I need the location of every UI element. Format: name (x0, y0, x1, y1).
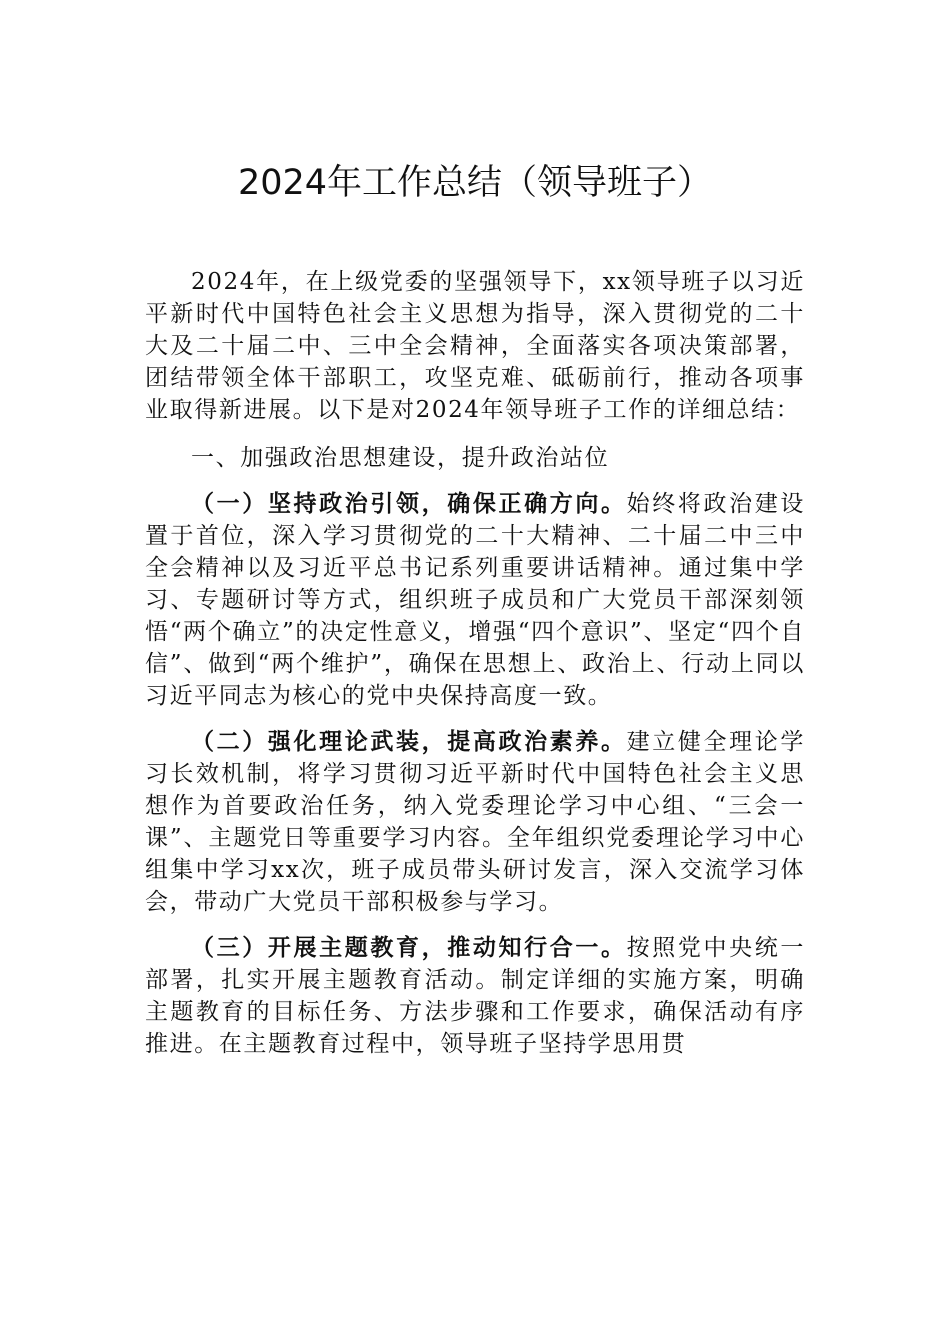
item-paragraph-2 (145, 726, 805, 918)
item-text-2: 建立健全理论学习长效机制，将学习贯彻习近平新时代中国特色社会主义思想作为首要政治任务，纳入党委理论学习中心组、“三会一课”、主题党日等重要学习内容。全年组织党委理论学习中心组集中学习xx次，班子成员带头研讨发言，深入交流学习体会，带动广大党员干部积极参与学习。 (145, 729, 805, 915)
item-paragraph-3 (145, 932, 805, 1060)
item-lead-3: （三）开展主题教育，推动知行合一。 (191, 934, 627, 961)
item-lead-2: （二）强化理论武装，提高政治素养。 (191, 728, 627, 755)
item-text-1: 始终将政治建设置于首位，深入学习贯彻党的二十大精神、二十届二中三中全会精神以及习近平总书记系列重要讲话精神。通过集中学习、专题研讨等方式，组织班子成员和广大党员干部深刻领悟“两个确立”的决定性意义，增强“四个意识”、坚定“四个自信”、做到“两个维护”，确保在思想上、政治上、行动上同以习近平同志为核心的党中央保持高度一致。 (145, 491, 805, 709)
document-title: 2024年工作总结（领导班子） (237, 163, 713, 203)
item-paragraph-1 (145, 488, 805, 712)
item-lead-1: （一）坚持政治引领，确保正确方向。 (191, 490, 627, 517)
intro-paragraph: 2024年，在上级党委的坚强领导下，xx领导班子以习近平新时代中国特色社会主义思想为指导，深入贯彻党的二十大及二十届二中、三中全会精神，全面落实各项决策部署，团结带领全体干部职工，攻坚克难、砥砺前行，推动各项事业取得新进展。以下是对2024年领导班子工作的详细总结： (145, 269, 805, 423)
document-body (145, 266, 805, 1060)
item-text-3: 按照党中央统一部署，扎实开展主题教育活动。制定详细的实施方案，明确主题教育的目标任务、方法步骤和工作要求，确保活动有序推进。在主题教育过程中，领导班子坚持学思用贯 (145, 935, 805, 1057)
section-heading-1: 一、加强政治思想建设，提升政治站位 (191, 445, 610, 471)
